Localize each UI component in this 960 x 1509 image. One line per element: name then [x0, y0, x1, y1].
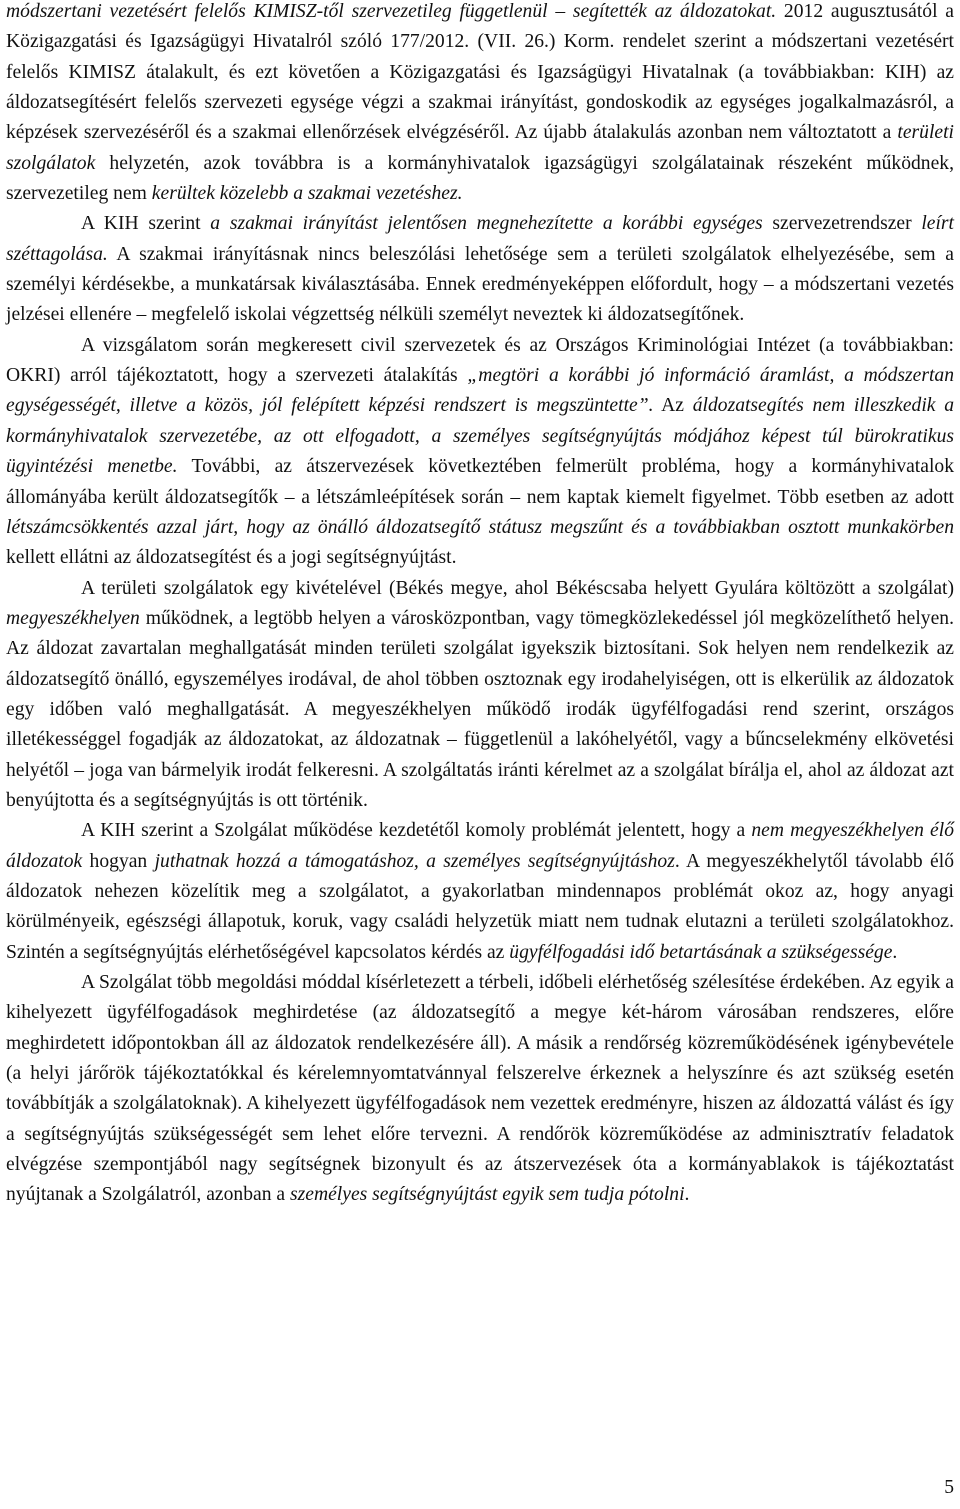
body-paragraph — [6, 209, 954, 330]
italic-text-run: áldozatsegítés nem illeszkedik a kormányhivatalok szervezetébe, az ott elfogadott, a személyes segítségnyújtás módjához képest túl bürokratikus ügyintézési menetbe. — [6, 395, 954, 478]
italic-text-run: megyeszékhelyen — [6, 607, 140, 629]
italic-text-run: területi szolgálatok — [6, 122, 954, 174]
text-run: A Szolgálat több megoldási móddal kísérletezett a térbeli, időbeli elérhetőség szélesítése érdekében. Az egyik a kihelyezett ügyfélfogadások meghirdetése (az áldozatsegítő a megye két-három városában rendszeres, előre meghirdetett időpontokban áll az áldozatok rendelkezésére áll). A másik a rendőrség közreműködésének igénybevétele (a helyi járőrök tájékoztatókkal és kérelemnyomtatvánnyal felszerelve érkeznek a helyszínre és azt szükség esetén továbbítják a szolgálatoknak). A kihelyezett ügyfélfogadások nem vezettek eredményre, hiszen az áldozattá válást és így a segítségnyújtás szükségességét sem lehet előre tervezni. A rendőrök közreműködése az adminisztratív feladatok elvégzése szempontjából nagy segítségnek bizonyult és az átszervezések óta a kormányablakok is tájékoztatást nyújtanak a Szolgálatról, azonban a — [6, 972, 954, 1206]
text-run: A szakmai irányításnak nincs beleszólási lehetősége sem a területi szolgálatok elhelyezésébe, sem a személyi kérdésekbe, a munkatársak kiválasztásába. Ennek eredményeképpen előfordult, hogy – a módszertani vezetés jelzései ellenére – megfelelő iskolai végzettség nélküli személyt neveztek ki áldozatsegítőnek. — [6, 243, 954, 326]
italic-text-run: ügyfélfogadási idő betartásának a szükségessége — [509, 941, 893, 963]
italic-text-run: a szakmai irányítást jelentősen megnehezítette a korábbi egységes — [210, 213, 763, 235]
text-run: A KIH szerint — [81, 213, 211, 235]
italic-text-run: módszertani vezetésért felelős KIMISZ-től szervezetileg függetlenül – segítették az áldozatokat. — [6, 1, 777, 22]
text-run: . A megyeszékhelytől távolabb élő áldozatok nehezen közelítik meg a szolgálatot, a gyakorlatban mindennapos problémát okoz az, hogy anyagi körülményeik, egészségi állapotuk, koruk, vagy családi helyzetük miatt nem tudnak elutazni a területi szolgálatokhoz. Szintén a segítségnyújtás elérhetőségével kapcsolatos kérdés az — [6, 850, 954, 963]
text-run: Az — [653, 395, 693, 417]
body-paragraph — [6, 331, 954, 574]
text-run: működnek, a legtöbb helyen a városközpontban, vagy tömegközlekedéssel jól megközelíthető helyen. Az áldozat zavartalan meghallgatását minden területi szolgálat igyekszik biztosítani. Sok helyen nem rendelkezik az áldozatsegítő önálló, egyszemélyes irodával, de ahol többen osztoznak egy irodahelyiségen, ott is elkerülik az áldozatok egy időben való meghallgatását. A megyeszékhelyen működő irodák ügyfélfogadási rend szerint, országos illetékességgel fogadják az áldozatokat, az áldozatnak – függetlenül a lakóhelyétől, vagy a bűncselekmény elkövetési helyétől – joga van bármelyik irodát felkeresni. A szolgáltatás iránti kérelmet az a szolgálat bírálja el, ahol az áldozat azt benyújtotta és a segítségnyújtás is ott történik. — [6, 607, 954, 811]
italic-text-run: „megtöri a korábbi jó információ áramlást, a módszertan egységességét, illetve a közös, jól felépített képzési rendszert is megszüntette”. — [6, 365, 954, 417]
text-run: kellett ellátni az áldozatsegítést és a jogi segítségnyújtást. — [6, 547, 457, 569]
text-run: hogyan — [82, 850, 155, 872]
page-number: 5 — [944, 1477, 954, 1498]
body-paragraph — [6, 574, 954, 817]
italic-text-run: nem megyeszékhelyen élő áldozatok — [6, 820, 954, 872]
body-paragraph — [6, 968, 954, 1211]
text-run: További, az átszervezések következtében felmerült probléma, hogy a kormányhivatalok állományába került áldozatsegítők – a létszámleépítések során – nem kaptak kiemelt figyelmet. Több esetben az adott — [6, 456, 954, 508]
text-run: szervezetrendszer — [762, 213, 922, 235]
text-run: helyzetén, azok továbbra is a kormányhivatalok igazságügyi szolgálatainak részeként működnek, szervezetileg nem — [6, 152, 954, 205]
body-paragraph — [6, 816, 954, 968]
italic-text-run: létszámcsökkentés azzal járt, hogy az önálló áldozatsegítő státusz megszűnt és a továbbiakban osztott munkakörben — [6, 516, 954, 538]
text-run: A területi szolgálatok egy kivételével (Békés megye, ahol Békéscsaba helyett Gyulára költözött a szolgálat) — [81, 577, 954, 599]
italic-text-run: juthatnak hozzá a támogatáshoz, a személyes segítségnyújtáshoz — [154, 850, 675, 872]
italic-text-run: személyes segítségnyújtást egyik sem tudja pótolni — [290, 1184, 685, 1206]
text-run: A KIH szerint a Szolgálat működése kezdetétől komoly problémát jelentett, hogy a — [81, 820, 752, 842]
italic-text-run: kerültek közelebb a szakmai vezetéshez. — [151, 183, 463, 205]
document-page — [6, 0, 954, 1211]
text-run: 2012 augusztusától a Közigazgatási és Igazságügyi Hivatalról szóló 177/2012. (VII. 26.) Korm. rendelet szerint a módszertani vezetésért felelős KIMISZ átalakult, és ezt követően a Közigazgatási és Igazságügyi Hivatalnak (a továbbiakban: KIH) az áldozatsegítésért felelős szervezeti egysége végzi a szakmai irányítást, gondoskodik az egységes jogalkalmazásról, a képzések szervezéséről és a szakmai ellenőrzések elvégzéséről. Az újabb átalakulás azonban nem változtatott a — [6, 1, 954, 144]
text-run: . — [684, 1184, 690, 1206]
body-paragraph — [6, 0, 954, 209]
text-run: . — [892, 941, 898, 963]
text-run: A vizsgálatom során megkeresett civil szervezetek és az Országos Kriminológiai Intézet (a továbbiakban: OKRI) arról tájékoztatott, hogy a szervezeti átalakítás — [6, 334, 954, 387]
italic-text-run: leírt széttagolása. — [6, 213, 954, 265]
